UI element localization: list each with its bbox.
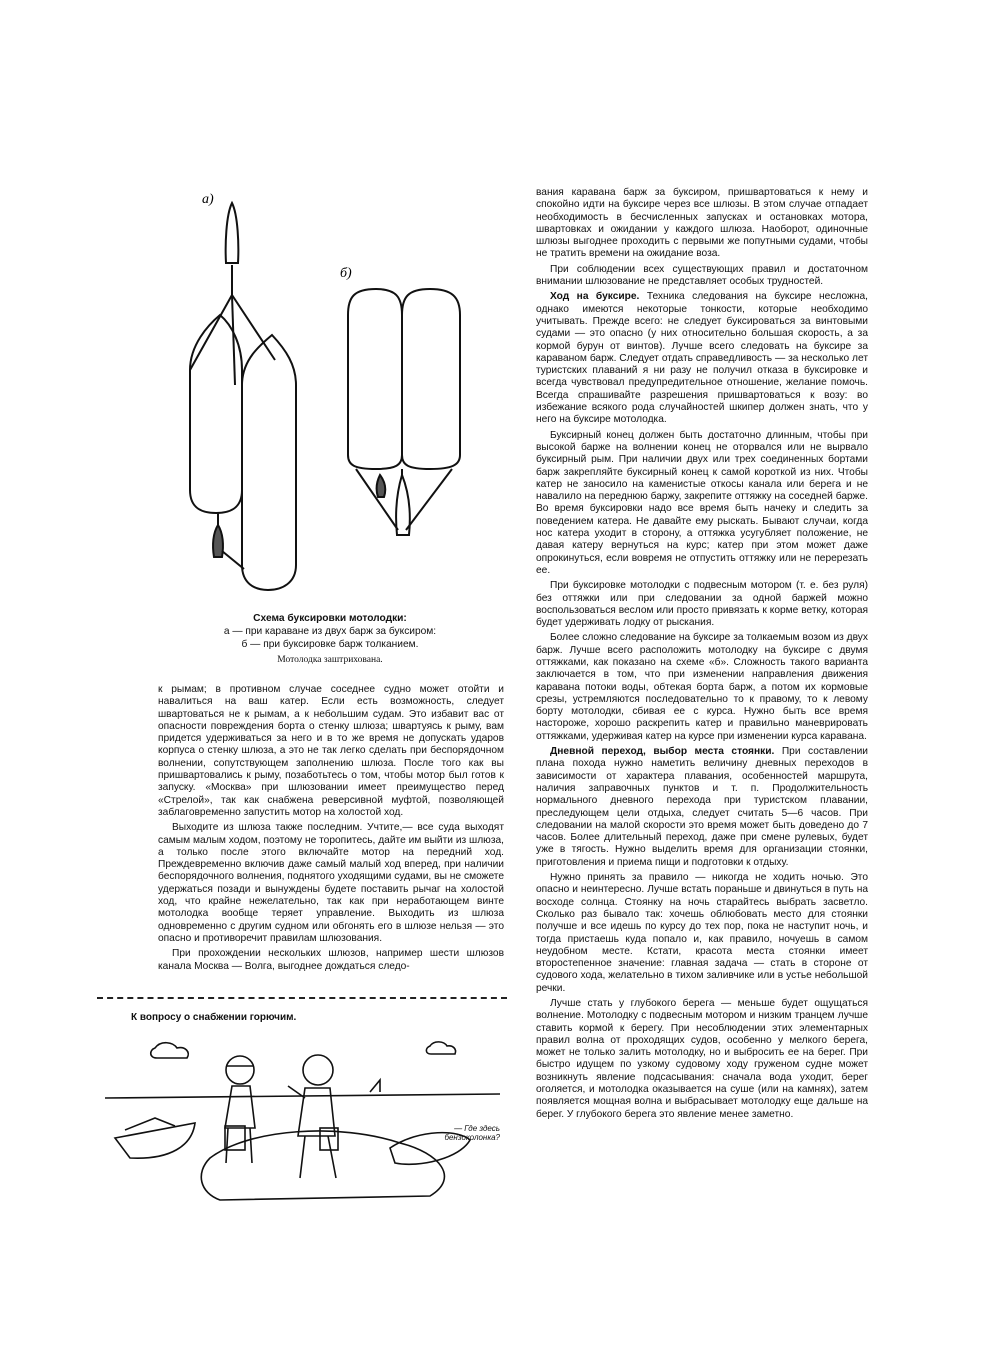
diagram-caption xyxy=(160,612,500,667)
dashed-divider xyxy=(97,997,507,999)
towing-diagram xyxy=(180,185,480,605)
paragraph: Более сложно следование на буксире за толкаемым возом из двух барж. Лучше всего расположить мотолодку на буксире с двумя оттяжками, как показано на схеме «б». Сложность такого варианта заключается в том, что при изменении направления движения каравана потоки воды, обтекая борта барж, а потом их кормовые срезы, устремляются последовательно то к правому, то к левому борту мотолодки, сбивая ее с курса. Нужно быть все время настороже, хорошо раскрепить катер и правильно маневрировать оттяжками, удерживая катер на курсе при изменении курса каравана. xyxy=(536,632,868,742)
paragraph: Дневной переход, выбор места стоянки. При составлении плана похода нужно наметить величину дневных переходов в зависимости от характера плавания, особенностей маршрута, наличия заправочных пунктов и т. п. Продолжительность нормального дневного перехода при туристском плавании, преследующем цели отдыха, следует считать 5—6 часов. При следовании на малой скорости это время может быть доведено до 7 часов. Более длительный переход, даже при смене рулевых, будет уже в тягость. Нужно выделить время для организации стоянки, приготовления и приема пищи и подготовки к отдыху. xyxy=(536,746,868,868)
paragraph: При прохождении нескольких шлюзов, например шести шлюзов канала Москва — Волга, выгоднее дождаться следо- xyxy=(158,948,504,972)
caption-line-a: а — при караване из двух барж за буксиром: xyxy=(223,626,437,637)
paragraph: Лучше стать у глубокого берега — меньше будет ощущаться волнение. Мотолодку с подвесным мотором и низким транцем лучше ставить кормой к берегу. При несоблюдении этих элементарных правил волна от проходящих судов, особенно у мелкого берега, может не только залить мотолодку, но и выбросить ее на берег. При быстро идущем по узкому судовому ходу груженом судне может возникнуть явление подсасывания: сначала вода уходит, берег оголяется, и мотолодка оказывается на суше (или на камнях), затем появляется мощная волна и выбрасывает мотолодку еще дальше на берег. У глубокого берега это явление менее заметно. xyxy=(536,998,868,1120)
right-column xyxy=(536,187,868,1124)
section-heading: Дневной переход, выбор места стоянки. xyxy=(550,746,775,758)
paragraph: к рымам; в противном случае соседнее судно может отойти и навалиться на ваш катер. Если есть возможность, следует швартоваться не к рымам, а к небольшим судам. Это избавит вас от опасности повреждения борта о стенку шлюза; швартуясь к рыму, вам придется удерживаться за него и в то же время не допускать ударов корпуса о стенку шлюза, а это не так легко сделать при беспорядочном волнении, сопутствующем заполнению шлюза. После того как вы пришвартовались к рыму, позаботьтесь о том, чтобы мотор был готов к запуску. «Москва» при шлюзовании имеет преимущество перед «Стрелой», так как снабжена реверсивной муфтой, позволяющей заблаговременно запустить мотор на холостой ход. xyxy=(158,684,504,818)
cartoon-title: К вопросу о снабжении горючим. xyxy=(131,1012,297,1023)
section-heading: Ход на буксире. xyxy=(550,291,640,303)
caption-title: Схема буксировки мотолодки: xyxy=(253,613,407,624)
paragraph: Буксирный конец должен быть достаточно длинным, чтобы при высокой барже на волнении конец не оторвался или не вырвало буксирный рым. При наличии двух или трех соединенных бортами барж закрепляйте буксирный конец к самой короткой из них. Чтобы катер не заносило на каменистые откосы канала или берега и не навалило на переднюю баржу, закрепите оттяжку на соседней барже. Во время буксировки надо все время быть начеку и следить за поведением катера. Не давайте ему рыскать. Бывают случаи, когда нос катера уходит в сторону, а оттяжка усугубляет положение, не давая катеру вернуться на курс; катер при этом может даже опрокинуться, если вовремя не отпустить оттяжку или не перерезать ее. xyxy=(536,429,868,576)
cartoon-illustration xyxy=(100,1028,505,1204)
caption-line-b: б — при буксировке барж толканием. xyxy=(241,639,419,650)
paragraph: Выходите из шлюза также последним. Учтите,— все суда выходят самым малым ходом, поэтому не торопитесь, дайте им выйти из шлюза, а только после этого включайте мотор на передний ход. Преждевременно включив даже самый малый ход вперед, при наличии беспорядочного волнения, поднятого уходящими судами, вы не сможете удержаться позади и вынуждены будете поставить рычаг на холостой ход, что крайне нежелательно, так как при неработающем винте мотолодка вообще теряет управление. Выходить из шлюза одновременно с другим судном или обгонять его в шлюзе нельзя — это опасно и противоречит правилам шлюзования. xyxy=(158,822,504,944)
cartoon-caption: — Где здесь бензоколонка? xyxy=(444,1124,500,1142)
paragraph: вания каравана барж за буксиром, пришвартоваться к нему и спокойно идти на буксире через все шлюзы. В этом случае отпадает необходимость в бесчисленных запусках и остановках мотора, швартовках и ожидании у каждого шлюза. Наоборот, одиночные шлюзы выгоднее проходить с первыми же попутными судами, чтобы не тратить времени на ожидание воза. xyxy=(536,187,868,260)
diagram-label-b: б) xyxy=(340,266,352,281)
paragraph: Ход на буксире. Техника следования на буксире несложна, однако имеются некоторые тонкости, которые необходимо учитывать. Прежде всего: не следует буксироваться за винтовыми судами — это опасно (у них относительно большая скорость, а за кормой бурун от винтов). Лучше всего следовать на буксире за караваном барж. Следует отдать справедливость — за несколько лет туристских плаваний я ни разу не получил отказа в буксировке и всегда чувствовал предупредительное отношение, желание помочь. Всегда спрашивайте разрешения пришвартоваться к возу: во избежание всякого рода случайностей шкипер должен знать, что у него на буксире мотолодка. xyxy=(536,291,868,426)
paragraph: Нужно принять за правило — никогда не ходить ночью. Это опасно и неинтересно. Лучше встать пораньше и двинуться в путь на восходе солнца. Стоянку на ночь старайтесь выбрать засветло. Сколько раз бывало так: хочешь облюбовать место для стоянки получше и все идешь по курсу до тех пор, пока не наступит ночь, и тогда пристаешь куда попало и, как правило, ночуешь в самом неудобном месте. Кстати, красота места стоянки имеет второстепенное значение: главная задача — стать в стороне от судового хода, желательно в тихом заливчике или в устье небольшой речки. xyxy=(536,872,868,994)
paragraph: При соблюдении всех существующих правил и достаточном внимании шлюзование не представляет особых трудностей. xyxy=(536,263,868,288)
diagram-label-a: а) xyxy=(202,192,214,207)
left-column xyxy=(158,684,504,976)
paragraph: При буксировке мотолодки с подвесным мотором (т. е. без руля) без оттяжки или при следовании за одной баржей можно воспользоваться веслом или просто привязать к корме ветку, которая будет удерживать лодку от рыскания. xyxy=(536,580,868,629)
caption-note: Мотолодка заштрихована. xyxy=(277,655,383,665)
